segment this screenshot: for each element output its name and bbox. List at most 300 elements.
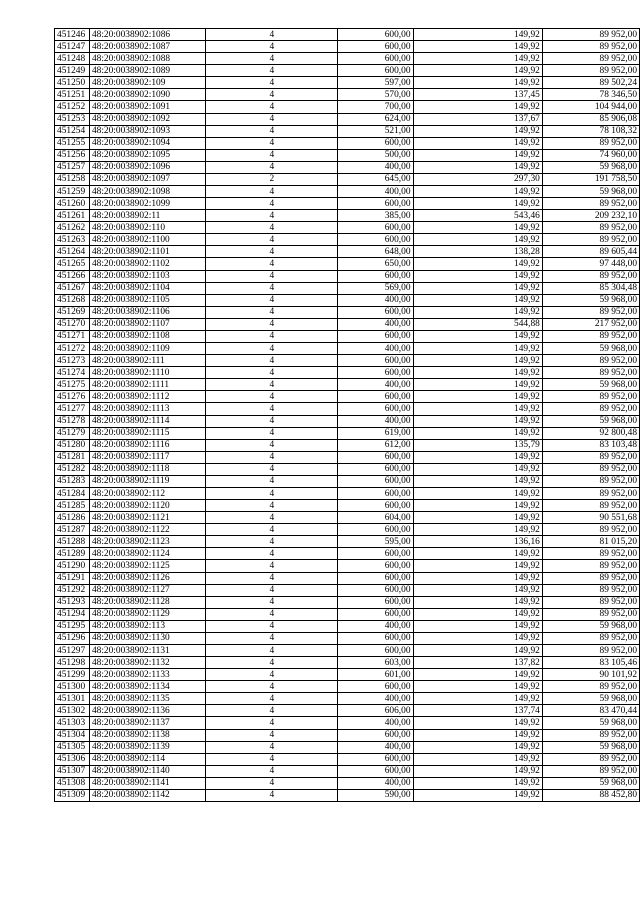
row-number-cell: 451292 — [55, 584, 90, 596]
row-number-cell: 451283 — [55, 475, 90, 487]
cadastral-number-cell: 48:20:0038902:1087 — [89, 41, 205, 53]
area-cell: 400,00 — [338, 161, 413, 173]
row-number-cell: 451259 — [55, 186, 90, 198]
cadastral-value-cell: 89 952,00 — [542, 681, 639, 693]
unit-value-cell: 149,92 — [413, 77, 542, 89]
area-cell: 600,00 — [338, 270, 413, 282]
unit-value-cell: 149,92 — [413, 451, 542, 463]
area-cell: 648,00 — [338, 246, 413, 258]
table-row — [55, 439, 640, 451]
group-code-cell: 4 — [206, 198, 338, 210]
row-number-cell: 451299 — [55, 669, 90, 681]
table-row — [55, 246, 640, 258]
group-code-cell: 4 — [206, 451, 338, 463]
table-row — [55, 379, 640, 391]
cadastral-number-cell: 48:20:0038902:1124 — [89, 548, 205, 560]
cadastral-number-cell: 48:20:0038902:1142 — [89, 789, 205, 801]
group-code-cell: 4 — [206, 294, 338, 306]
row-number-cell: 451273 — [55, 355, 90, 367]
row-number-cell: 451276 — [55, 391, 90, 403]
table-row — [55, 693, 640, 705]
table-row — [55, 161, 640, 173]
group-code-cell: 4 — [206, 705, 338, 717]
row-number-cell: 451265 — [55, 258, 90, 270]
cadastral-number-cell: 48:20:0038902:114 — [89, 753, 205, 765]
area-cell: 612,00 — [338, 439, 413, 451]
table-row — [55, 548, 640, 560]
table-row — [55, 355, 640, 367]
cadastral-value-cell: 78 108,32 — [542, 125, 639, 137]
cadastral-value-cell: 59 968,00 — [542, 186, 639, 198]
unit-value-cell: 149,92 — [413, 644, 542, 656]
row-number-cell: 451304 — [55, 729, 90, 741]
table-row — [55, 101, 640, 113]
cadastral-number-cell: 48:20:0038902:1108 — [89, 330, 205, 342]
group-code-cell: 4 — [206, 161, 338, 173]
group-code-cell: 4 — [206, 439, 338, 451]
cadastral-value-cell: 83 103,48 — [542, 439, 639, 451]
unit-value-cell: 149,92 — [413, 741, 542, 753]
unit-value-cell: 149,92 — [413, 53, 542, 65]
table-row — [55, 560, 640, 572]
group-code-cell: 4 — [206, 367, 338, 379]
cadastral-number-cell: 48:20:0038902:1132 — [89, 657, 205, 669]
cadastral-value-cell: 74 960,00 — [542, 149, 639, 161]
cadastral-number-cell: 48:20:0038902:1128 — [89, 596, 205, 608]
cadastral-number-cell: 48:20:0038902:1113 — [89, 403, 205, 415]
row-number-cell: 451295 — [55, 620, 90, 632]
table-row — [55, 729, 640, 741]
cadastral-value-cell: 89 952,00 — [542, 729, 639, 741]
group-code-cell: 4 — [206, 318, 338, 330]
group-code-cell: 4 — [206, 149, 338, 161]
cadastral-value-cell: 89 952,00 — [542, 451, 639, 463]
table-row — [55, 596, 640, 608]
table-row — [55, 294, 640, 306]
unit-value-cell: 149,92 — [413, 234, 542, 246]
row-number-cell: 451256 — [55, 149, 90, 161]
unit-value-cell: 149,92 — [413, 355, 542, 367]
unit-value-cell: 149,92 — [413, 765, 542, 777]
unit-value-cell: 149,92 — [413, 512, 542, 524]
unit-value-cell: 149,92 — [413, 161, 542, 173]
unit-value-cell: 149,92 — [413, 294, 542, 306]
cadastral-number-cell: 48:20:0038902:1099 — [89, 198, 205, 210]
unit-value-cell: 149,92 — [413, 548, 542, 560]
row-number-cell: 451282 — [55, 463, 90, 475]
unit-value-cell: 149,92 — [413, 198, 542, 210]
row-number-cell: 451267 — [55, 282, 90, 294]
cadastral-number-cell: 48:20:0038902:1114 — [89, 415, 205, 427]
unit-value-cell: 138,28 — [413, 246, 542, 258]
table-row — [55, 669, 640, 681]
table-row — [55, 306, 640, 318]
cadastral-number-cell: 48:20:0038902:113 — [89, 620, 205, 632]
unit-value-cell: 137,67 — [413, 113, 542, 125]
cadastral-value-cell: 81 015,20 — [542, 536, 639, 548]
unit-value-cell: 149,92 — [413, 149, 542, 161]
table-row — [55, 512, 640, 524]
cadastral-value-cell: 89 952,00 — [542, 41, 639, 53]
group-code-cell: 4 — [206, 487, 338, 499]
area-cell: 600,00 — [338, 500, 413, 512]
row-number-cell: 451288 — [55, 536, 90, 548]
row-number-cell: 451263 — [55, 234, 90, 246]
area-cell: 600,00 — [338, 765, 413, 777]
area-cell: 600,00 — [338, 584, 413, 596]
table-row — [55, 173, 640, 185]
group-code-cell: 4 — [206, 343, 338, 355]
table-row — [55, 258, 640, 270]
cadastral-value-cell: 89 952,00 — [542, 560, 639, 572]
cadastral-value-cell: 59 968,00 — [542, 717, 639, 729]
row-number-cell: 451266 — [55, 270, 90, 282]
area-cell: 400,00 — [338, 343, 413, 355]
row-number-cell: 451246 — [55, 29, 90, 41]
cadastral-number-cell: 48:20:0038902:1091 — [89, 101, 205, 113]
area-cell: 600,00 — [338, 475, 413, 487]
area-cell: 400,00 — [338, 294, 413, 306]
unit-value-cell: 149,92 — [413, 379, 542, 391]
cadastral-value-cell: 89 952,00 — [542, 222, 639, 234]
row-number-cell: 451287 — [55, 524, 90, 536]
cadastral-number-cell: 48:20:0038902:1107 — [89, 318, 205, 330]
group-code-cell: 4 — [206, 693, 338, 705]
area-cell: 600,00 — [338, 753, 413, 765]
area-cell: 600,00 — [338, 560, 413, 572]
cadastral-number-cell: 48:20:0038902:11 — [89, 210, 205, 222]
table-row — [55, 77, 640, 89]
row-number-cell: 451274 — [55, 367, 90, 379]
cadastral-value-cell: 89 952,00 — [542, 53, 639, 65]
group-code-cell: 4 — [206, 548, 338, 560]
row-number-cell: 451289 — [55, 548, 90, 560]
cadastral-number-cell: 48:20:0038902:110 — [89, 222, 205, 234]
area-cell: 600,00 — [338, 729, 413, 741]
group-code-cell: 4 — [206, 210, 338, 222]
cadastral-value-cell: 89 502,24 — [542, 77, 639, 89]
group-code-cell: 4 — [206, 463, 338, 475]
table-row — [55, 777, 640, 789]
area-cell: 600,00 — [338, 306, 413, 318]
cadastral-number-cell: 48:20:0038902:1102 — [89, 258, 205, 270]
table-row — [55, 65, 640, 77]
area-cell: 600,00 — [338, 403, 413, 415]
area-cell: 521,00 — [338, 125, 413, 137]
cadastral-value-cell: 59 968,00 — [542, 777, 639, 789]
cadastral-number-cell: 48:20:0038902:1118 — [89, 463, 205, 475]
cadastral-number-cell: 48:20:0038902:1106 — [89, 306, 205, 318]
table-row — [55, 475, 640, 487]
table-row — [55, 149, 640, 161]
row-number-cell: 451309 — [55, 789, 90, 801]
row-number-cell: 451291 — [55, 572, 90, 584]
row-number-cell: 451252 — [55, 101, 90, 113]
table-row — [55, 210, 640, 222]
table-row — [55, 789, 640, 801]
cadastral-number-cell: 48:20:0038902:1089 — [89, 65, 205, 77]
group-code-cell: 4 — [206, 65, 338, 77]
cadastral-value-cell: 89 952,00 — [542, 463, 639, 475]
unit-value-cell: 149,92 — [413, 789, 542, 801]
unit-value-cell: 149,92 — [413, 487, 542, 499]
row-number-cell: 451290 — [55, 560, 90, 572]
area-cell: 600,00 — [338, 391, 413, 403]
unit-value-cell: 149,92 — [413, 500, 542, 512]
area-cell: 400,00 — [338, 741, 413, 753]
table-row — [55, 270, 640, 282]
table-row — [55, 318, 640, 330]
cadastral-value-cell: 89 952,00 — [542, 330, 639, 342]
cadastral-value-cell: 89 952,00 — [542, 765, 639, 777]
row-number-cell: 451261 — [55, 210, 90, 222]
row-number-cell: 451250 — [55, 77, 90, 89]
row-number-cell: 451251 — [55, 89, 90, 101]
group-code-cell: 4 — [206, 500, 338, 512]
cadastral-number-cell: 48:20:0038902:1138 — [89, 729, 205, 741]
area-cell: 400,00 — [338, 717, 413, 729]
cadastral-number-cell: 48:20:0038902:1116 — [89, 439, 205, 451]
table-row — [55, 343, 640, 355]
table-row — [55, 186, 640, 198]
area-cell: 600,00 — [338, 644, 413, 656]
area-cell: 570,00 — [338, 89, 413, 101]
row-number-cell: 451253 — [55, 113, 90, 125]
area-cell: 385,00 — [338, 210, 413, 222]
unit-value-cell: 149,92 — [413, 101, 542, 113]
area-cell: 606,00 — [338, 705, 413, 717]
cadastral-value-cell: 89 952,00 — [542, 306, 639, 318]
table-row — [55, 89, 640, 101]
cadastral-value-cell: 89 952,00 — [542, 403, 639, 415]
cadastral-number-cell: 48:20:0038902:1092 — [89, 113, 205, 125]
table-row — [55, 608, 640, 620]
unit-value-cell: 149,92 — [413, 270, 542, 282]
table-row — [55, 584, 640, 596]
table-row — [55, 500, 640, 512]
table-row — [55, 753, 640, 765]
group-code-cell: 4 — [206, 729, 338, 741]
cadastral-value-cell: 59 968,00 — [542, 161, 639, 173]
cadastral-number-cell: 48:20:0038902:1111 — [89, 379, 205, 391]
table-row — [55, 717, 640, 729]
area-cell: 645,00 — [338, 173, 413, 185]
group-code-cell: 4 — [206, 258, 338, 270]
unit-value-cell: 137,82 — [413, 657, 542, 669]
group-code-cell: 4 — [206, 512, 338, 524]
row-number-cell: 451270 — [55, 318, 90, 330]
group-code-cell: 4 — [206, 391, 338, 403]
unit-value-cell: 149,92 — [413, 669, 542, 681]
row-number-cell: 451284 — [55, 487, 90, 499]
table-row — [55, 53, 640, 65]
cadastral-value-cell: 89 952,00 — [542, 234, 639, 246]
unit-value-cell: 149,92 — [413, 632, 542, 644]
cadastral-value-cell: 89 952,00 — [542, 367, 639, 379]
group-code-cell: 4 — [206, 379, 338, 391]
area-cell: 600,00 — [338, 548, 413, 560]
row-number-cell: 451302 — [55, 705, 90, 717]
cadastral-value-cell: 83 105,46 — [542, 657, 639, 669]
group-code-cell: 4 — [206, 427, 338, 439]
row-number-cell: 451258 — [55, 173, 90, 185]
cadastral-number-cell: 48:20:0038902:1125 — [89, 560, 205, 572]
table-row — [55, 282, 640, 294]
unit-value-cell: 149,92 — [413, 427, 542, 439]
cadastral-number-cell: 48:20:0038902:1130 — [89, 632, 205, 644]
area-cell: 619,00 — [338, 427, 413, 439]
cadastral-value-table — [54, 28, 640, 802]
cadastral-value-cell: 88 452,80 — [542, 789, 639, 801]
cadastral-number-cell: 48:20:0038902:1090 — [89, 89, 205, 101]
area-cell: 600,00 — [338, 596, 413, 608]
cadastral-number-cell: 48:20:0038902:1141 — [89, 777, 205, 789]
row-number-cell: 451257 — [55, 161, 90, 173]
area-cell: 600,00 — [338, 487, 413, 499]
cadastral-value-cell: 90 101,92 — [542, 669, 639, 681]
area-cell: 600,00 — [338, 65, 413, 77]
area-cell: 597,00 — [338, 77, 413, 89]
cadastral-value-cell: 83 470,44 — [542, 705, 639, 717]
row-number-cell: 451248 — [55, 53, 90, 65]
group-code-cell: 4 — [206, 113, 338, 125]
group-code-cell: 4 — [206, 789, 338, 801]
row-number-cell: 451298 — [55, 657, 90, 669]
table-row — [55, 222, 640, 234]
unit-value-cell: 149,92 — [413, 282, 542, 294]
group-code-cell: 4 — [206, 753, 338, 765]
unit-value-cell: 149,92 — [413, 596, 542, 608]
cadastral-number-cell: 48:20:0038902:1129 — [89, 608, 205, 620]
unit-value-cell: 149,92 — [413, 41, 542, 53]
cadastral-value-cell: 89 952,00 — [542, 355, 639, 367]
area-cell: 600,00 — [338, 451, 413, 463]
table-row — [55, 137, 640, 149]
group-code-cell: 4 — [206, 415, 338, 427]
area-cell: 590,00 — [338, 789, 413, 801]
cadastral-number-cell: 48:20:0038902:1120 — [89, 500, 205, 512]
row-number-cell: 451247 — [55, 41, 90, 53]
cadastral-value-cell: 59 968,00 — [542, 415, 639, 427]
table-row — [55, 415, 640, 427]
cadastral-number-cell: 48:20:0038902:111 — [89, 355, 205, 367]
table-row — [55, 681, 640, 693]
cadastral-value-cell: 89 952,00 — [542, 65, 639, 77]
cadastral-number-cell: 48:20:0038902:1094 — [89, 137, 205, 149]
area-cell: 600,00 — [338, 41, 413, 53]
area-cell: 595,00 — [338, 536, 413, 548]
cadastral-value-cell: 78 346,50 — [542, 89, 639, 101]
area-cell: 600,00 — [338, 198, 413, 210]
row-number-cell: 451305 — [55, 741, 90, 753]
cadastral-value-cell: 217 952,00 — [542, 318, 639, 330]
unit-value-cell: 149,92 — [413, 29, 542, 41]
unit-value-cell: 149,92 — [413, 584, 542, 596]
area-cell: 400,00 — [338, 777, 413, 789]
cadastral-number-cell: 48:20:0038902:1139 — [89, 741, 205, 753]
cadastral-number-cell: 48:20:0038902:1103 — [89, 270, 205, 282]
row-number-cell: 451281 — [55, 451, 90, 463]
cadastral-value-cell: 89 952,00 — [542, 137, 639, 149]
group-code-cell: 4 — [206, 644, 338, 656]
table-row — [55, 198, 640, 210]
unit-value-cell: 149,92 — [413, 681, 542, 693]
cadastral-value-cell: 89 952,00 — [542, 270, 639, 282]
cadastral-number-cell: 48:20:0038902:1101 — [89, 246, 205, 258]
group-code-cell: 2 — [206, 173, 338, 185]
unit-value-cell: 149,92 — [413, 524, 542, 536]
unit-value-cell: 149,92 — [413, 463, 542, 475]
cadastral-number-cell: 48:20:0038902:109 — [89, 77, 205, 89]
row-number-cell: 451249 — [55, 65, 90, 77]
row-number-cell: 451280 — [55, 439, 90, 451]
cadastral-value-cell: 89 952,00 — [542, 475, 639, 487]
cadastral-value-cell: 89 952,00 — [542, 198, 639, 210]
cadastral-number-cell: 48:20:0038902:1119 — [89, 475, 205, 487]
area-cell: 600,00 — [338, 524, 413, 536]
area-cell: 400,00 — [338, 318, 413, 330]
group-code-cell: 4 — [206, 620, 338, 632]
group-code-cell: 4 — [206, 41, 338, 53]
group-code-cell: 4 — [206, 403, 338, 415]
cadastral-value-cell: 59 968,00 — [542, 294, 639, 306]
table-row — [55, 113, 640, 125]
table-row — [55, 487, 640, 499]
row-number-cell: 451275 — [55, 379, 90, 391]
cadastral-value-cell: 104 944,00 — [542, 101, 639, 113]
table-row — [55, 536, 640, 548]
cadastral-number-cell: 48:20:0038902:1131 — [89, 644, 205, 656]
cadastral-number-cell: 48:20:0038902:1134 — [89, 681, 205, 693]
row-number-cell: 451278 — [55, 415, 90, 427]
unit-value-cell: 543,46 — [413, 210, 542, 222]
cadastral-number-cell: 48:20:0038902:1136 — [89, 705, 205, 717]
unit-value-cell: 149,92 — [413, 608, 542, 620]
table-row — [55, 705, 640, 717]
cadastral-number-cell: 48:20:0038902:1127 — [89, 584, 205, 596]
row-number-cell: 451308 — [55, 777, 90, 789]
group-code-cell: 4 — [206, 741, 338, 753]
unit-value-cell: 149,92 — [413, 125, 542, 137]
group-code-cell: 4 — [206, 777, 338, 789]
cadastral-value-cell: 89 952,00 — [542, 524, 639, 536]
row-number-cell: 451296 — [55, 632, 90, 644]
unit-value-cell: 149,92 — [413, 717, 542, 729]
group-code-cell: 4 — [206, 29, 338, 41]
unit-value-cell: 149,92 — [413, 572, 542, 584]
unit-value-cell: 149,92 — [413, 415, 542, 427]
table-row — [55, 330, 640, 342]
area-cell: 604,00 — [338, 512, 413, 524]
cadastral-number-cell: 48:20:0038902:1133 — [89, 669, 205, 681]
group-code-cell: 4 — [206, 475, 338, 487]
area-cell: 603,00 — [338, 657, 413, 669]
cadastral-number-cell: 48:20:0038902:1135 — [89, 693, 205, 705]
table-row — [55, 391, 640, 403]
unit-value-cell: 149,92 — [413, 777, 542, 789]
cadastral-number-cell: 48:20:0038902:1097 — [89, 173, 205, 185]
cadastral-value-cell: 59 968,00 — [542, 620, 639, 632]
area-cell: 400,00 — [338, 693, 413, 705]
group-code-cell: 4 — [206, 560, 338, 572]
table-row — [55, 620, 640, 632]
unit-value-cell: 149,92 — [413, 693, 542, 705]
cadastral-number-cell: 48:20:0038902:1105 — [89, 294, 205, 306]
area-cell: 650,00 — [338, 258, 413, 270]
row-number-cell: 451254 — [55, 125, 90, 137]
cadastral-number-cell: 48:20:0038902:1140 — [89, 765, 205, 777]
table-row — [55, 367, 640, 379]
